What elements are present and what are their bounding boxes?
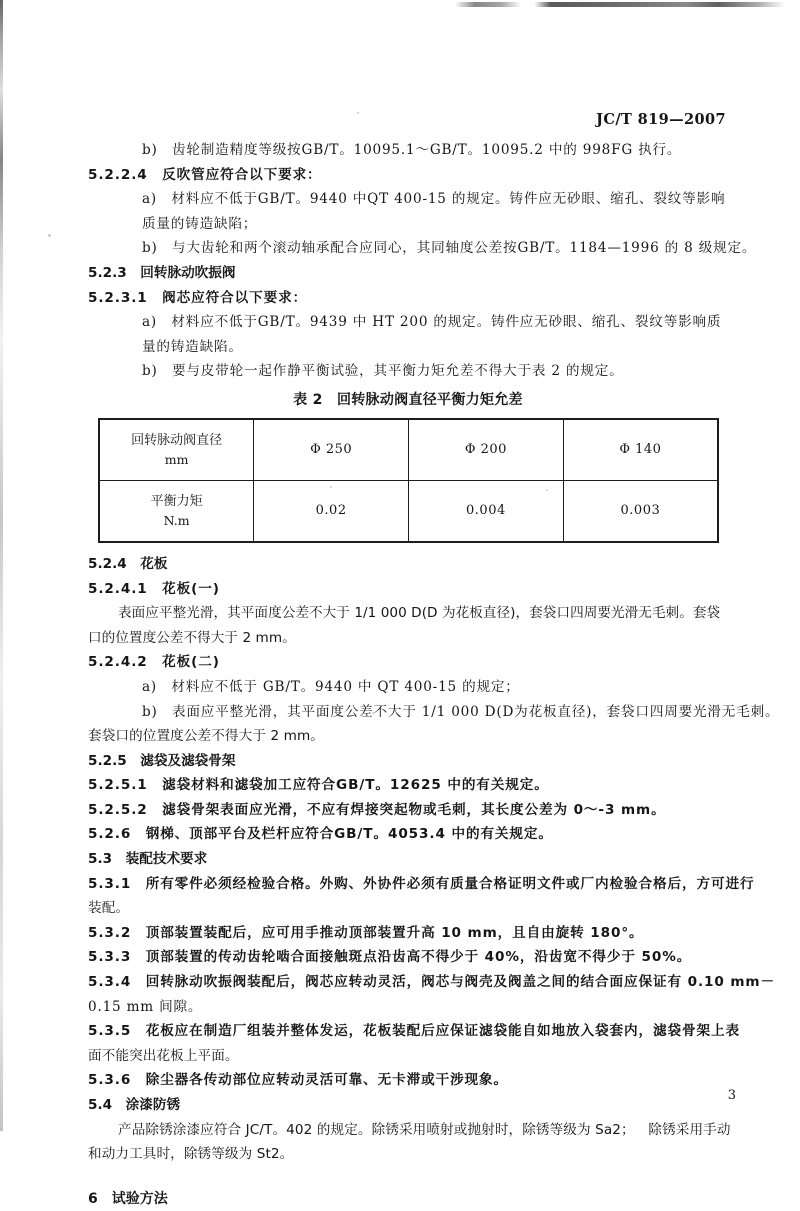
table-cell-diameter-1	[254, 419, 409, 481]
clause-5-2-4-2-heading: 5.2.4.2 花板(二)	[88, 654, 220, 671]
clause-5-4-text-continued: 和动力工具时，除锈等级为 St2。	[88, 1146, 294, 1163]
section-6-heading: 6 试验方法	[88, 1190, 168, 1207]
row-unit: mm	[164, 451, 189, 467]
clause-5-2-3-1-item-b: b) 要与皮带轮一起作静平衡试验，其平衡力矩允差不得大于表 2 的规定。	[142, 363, 624, 380]
row-unit: N.m	[163, 512, 190, 528]
clause-5-2-4-2-item-a: a) 材料应不低于 GB/T。9440 中 QT 400-15 的规定；	[142, 678, 520, 695]
cell-value: Φ 200	[464, 442, 507, 458]
clause-5-3-2: 5.3.2 顶部装置装配后，应可用手推动顶部装置升高 10 mm，且自由旋转 180°。	[88, 924, 644, 941]
page-number: 3	[727, 1088, 736, 1103]
clause-5-2-5-heading: 5.2.5 滤袋及滤袋骨架	[88, 752, 236, 769]
table-cell-header-label	[99, 419, 254, 481]
clause-5-2-2-4-heading: 5.2.2.4 反吹管应符合以下要求：	[88, 166, 322, 183]
table-2-caption: 表 2 回转脉动阀直径平衡力矩允差	[293, 391, 523, 408]
page-content	[88, 138, 780, 1211]
row-label: 平衡力矩	[150, 493, 203, 509]
clause-5-2-5-2: 5.2.5.2 滤袋骨架表面应光滑，不应有焊接突起物或毛刺，其长度公差为 0～-3 mm。	[88, 801, 666, 818]
table-cell-torque-1	[254, 480, 409, 542]
clause-5-3-3: 5.3.3 顶部装置的传动齿轮啮合面接触斑点沿齿高不得少于 40%，沿齿宽不得少于 50%。	[88, 949, 692, 966]
clause-5-2-4-2-item-b-continued: 套袋口的位置度公差不得大于 2 mm。	[88, 728, 324, 745]
table-row	[99, 480, 718, 542]
clause-5-2-2-4-item-a: a) 材料应不低于GB/T。9440 中QT 400-15 的规定。铸件应无砂眼、缩孔、裂纹等影响质量的铸造缺陷；	[142, 191, 726, 232]
table-row	[99, 419, 718, 481]
table-cell-torque-2	[409, 480, 564, 542]
cell-value: 0.004	[466, 503, 506, 519]
clause-5-3-6: 5.3.6 除尘器各传动部位应转动灵活可靠、无卡滞或干涉现象。	[88, 1072, 509, 1089]
cell-value: 0.003	[620, 503, 661, 519]
cell-value: Φ 140	[619, 442, 662, 458]
clause-5-2-6: 5.2.6 钢梯、顶部平台及栏杆应符合GB/T。4053.4 中的有关规定。	[88, 826, 553, 843]
row-label: 回转脉动阀直径	[131, 432, 223, 448]
cell-value: 0.02	[315, 503, 347, 519]
clause-5-2-3-1-item-a: a) 材料应不低于GB/T。9439 中 HT 200 的规定。铸件应无砂眼、缩孔、裂纹等影响质量的铸造缺陷。	[142, 314, 722, 355]
clause-5-3-4-continued: 0.15 mm 间隙。	[88, 998, 203, 1015]
table-cell-torque-3	[563, 480, 718, 542]
clause-5-2-3-heading: 5.2.3 回转脉动吹振阀	[88, 264, 236, 281]
clause-5-3-heading: 5.3 装配技术要求	[88, 851, 208, 868]
cell-value: Φ 250	[310, 442, 353, 458]
table-cell-diameter-3	[563, 419, 718, 481]
clause-5-3-1: 5.3.1 所有零件必须经检验合格。外购、外协件必须有质量合格证明文件或厂内检验合格后，方可进行	[88, 875, 755, 892]
clause-5-4-text: 产品除锈涂漆应符合 JC/T。402 的规定。除锈采用喷射或抛射时，除锈等级为 Sa2； 除锈采用手动	[118, 1121, 731, 1138]
balance-torque-table	[98, 418, 719, 543]
clause-5-2-4-1-text: 表面应平整光滑，其平面度公差不大于 1/1 000 D(D 为花板直径)，套袋口四周要光滑无毛刺。套袋口的位置度公差不得大于 2 mm。	[88, 605, 721, 646]
clause-5-2-3-1-heading: 5.2.3.1 阀芯应符合以下要求：	[88, 289, 308, 306]
clause-5-4-heading: 5.4 涂漆防锈	[88, 1097, 181, 1113]
clause-5-2-2-3-item-b: b) 齿轮制造精度等级按GB/T。10095.1～GB/T。10095.2 中的 998FG 执行。	[142, 142, 682, 158]
clause-5-3-4: 5.3.4 回转脉动吹振阀装配后，阀芯应转动灵活，阀芯与阀壳及阀盖之间的结合面应保证有 0.10 mm－	[88, 974, 775, 991]
table-cell-diameter-2	[409, 419, 564, 481]
clause-5-2-2-4-item-b: b) 与大齿轮和两个滚动轴承配合应同心，其同轴度公差按GB/T。1184—1996 的 8 级规定。	[142, 240, 757, 257]
running-head-standard-number: JC/T 819—2007	[596, 111, 726, 128]
clause-5-3-5: 5.3.5 花板应在制造厂组装并整体发运，花板装配后应保证滤袋能自如地放入袋套内，滤袋骨架上表	[88, 1023, 740, 1040]
clause-5-2-4-1-heading: 5.2.4.1 花板(一)	[88, 580, 220, 597]
clause-5-3-1-continued: 装配。	[88, 900, 130, 917]
clause-5-2-5-1: 5.2.5.1 滤袋材料和滤袋加工应符合GB/T。12625 中的有关规定。	[88, 777, 549, 794]
table-cell-header-label	[99, 480, 254, 542]
table-2-wrapper	[98, 418, 719, 543]
clause-5-3-5-continued: 面不能突出花板上平面。	[88, 1047, 239, 1064]
clause-5-2-4-2-item-b: b) 表面应平整光滑，其平面度公差不大于 1/1 000 D(D为花板直径)，套袋口四周要光滑无毛刺。	[142, 703, 780, 720]
clause-5-2-4-heading: 5.2.4 花板	[88, 555, 168, 572]
